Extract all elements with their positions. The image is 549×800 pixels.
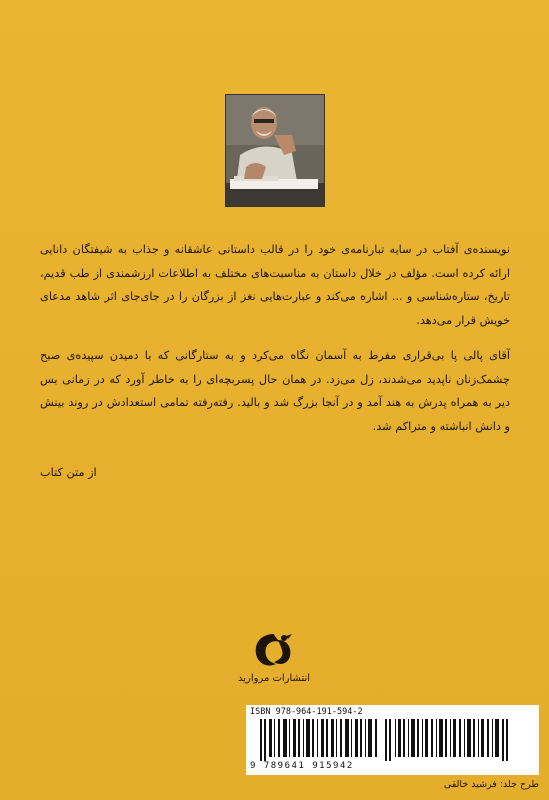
excerpt-paragraph: آقای پالی پا بی‌قراری مفرط به آسمان نگاه می‌کرد و به ستارگانی که با دمیدن سپیده‌ی صبح چشمک‌زنان ناپدید می‌شدند، زل می‌زد. در همان حال پسربچه‌ای را به خاطر آورد که در زمانی بس دیر به همراه پدرش به هند آمد و در آنجا بزرگ شد و بالید. رفته‌رفته تمامی استعدادش در روند بینش و دانش انباشته و متراکم شد.: [40, 349, 510, 433]
cover-designer-credit: طرح جلد: فرشید خالقی: [443, 779, 539, 790]
barcode-icon: [260, 719, 525, 761]
barcode-number: 9 789641 915942: [250, 761, 354, 771]
excerpt-source: از متن کتاب: [40, 466, 97, 479]
barcode-block: [246, 705, 539, 775]
description-paragraph: نویسنده‌ی آفتاب در سایه تبارنامه‌ی خود را در قالب داستانی عاشقانه و جذاب به شیفتگان دانایی ارائه کرده است. مؤلف در خلال داستان به مناسبت‌های مختلف به اطلاعات ارزشمندی از طب قدیم، تاریخ، ستاره‌شناسی و ... اشاره می‌کند و عبارت‌هایی نغز از بزرگان را در جای‌جای اثر شاهد مدعای خویش قرار می‌دهد.: [40, 243, 510, 327]
peacock-logo-icon: [244, 630, 304, 670]
author-photo: [226, 95, 324, 206]
isbn-text: ISBN 978-964-191-594-2: [250, 707, 363, 717]
publisher-name: انتشارات مروارید: [237, 673, 311, 684]
